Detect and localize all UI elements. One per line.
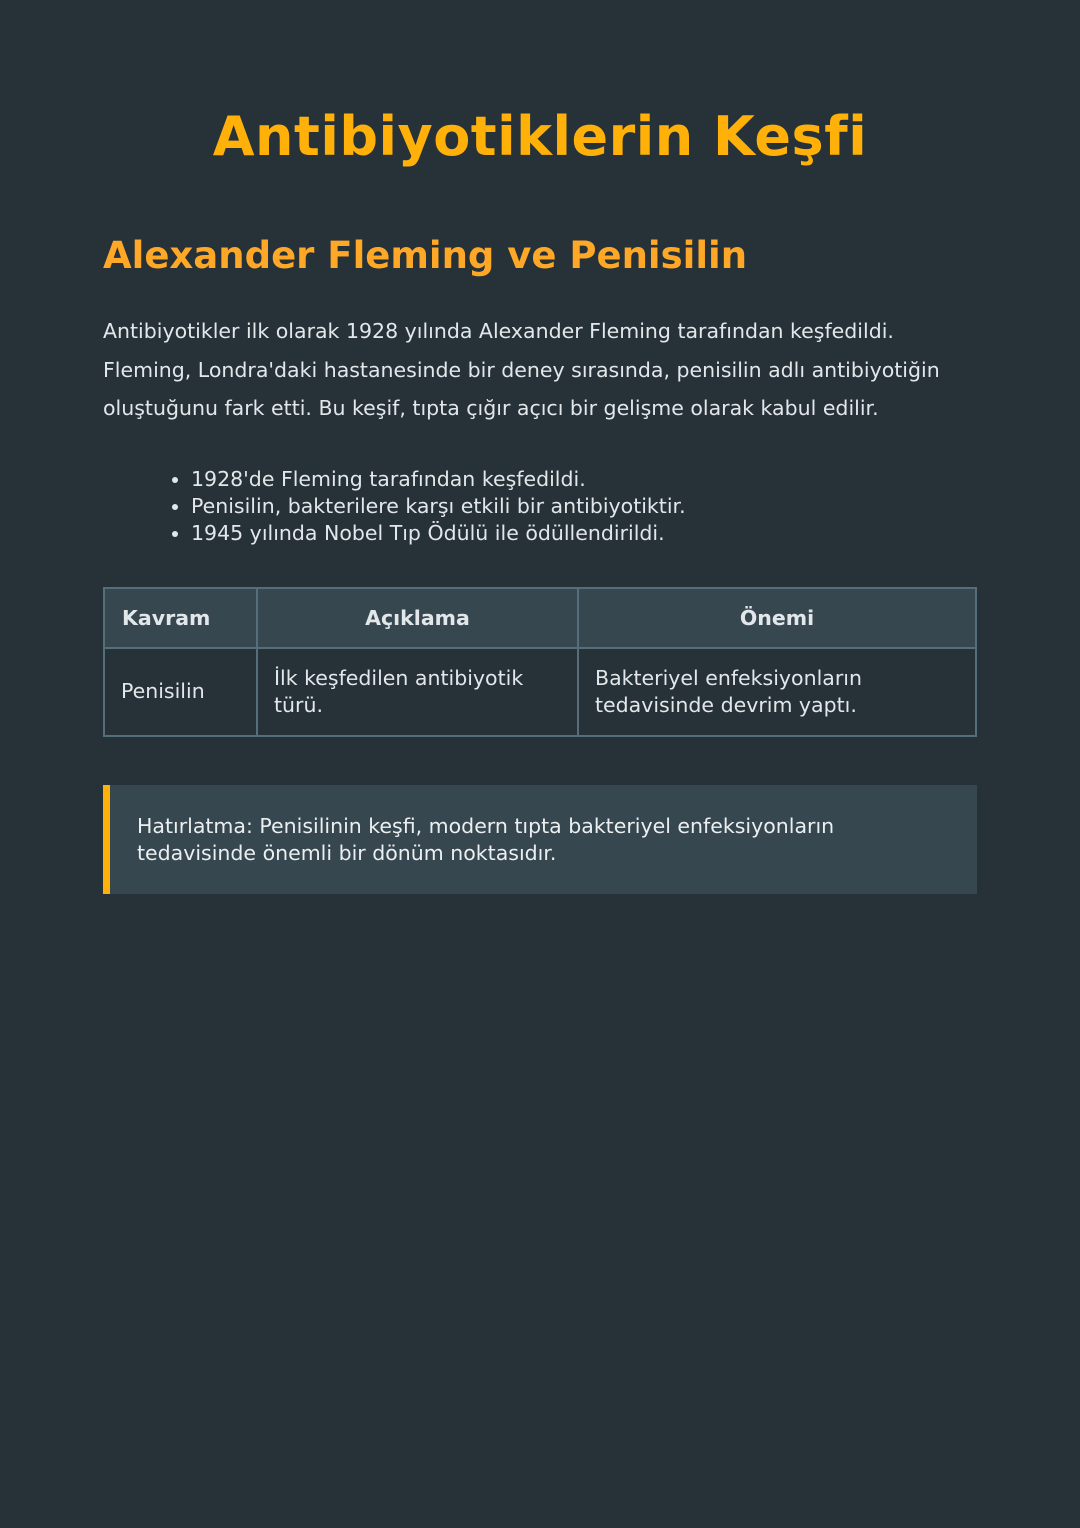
header-concept: Kavram	[104, 588, 257, 648]
cell-concept: Penisilin	[104, 648, 257, 736]
cell-importance: Bakteriyel enfeksiyonların tedavisinde devrim yaptı.	[578, 648, 976, 736]
intro-paragraph: Antibiyotikler ilk olarak 1928 yılında Alexander Fleming tarafından keşfedildi. Fleming, Londra'daki hastanesinde bir deney sırasında, penisilin adlı antibiyotiğin oluştuğunu fark etti. Bu keşif, tıpta çığır açıcı bir gelişme olarak kabul edilir.	[103, 319, 940, 420]
header-importance: Önemi	[578, 588, 976, 648]
list-item: • 1928'de Fleming tarafından keşfedildi.	[191, 466, 977, 493]
facts-list	[103, 466, 977, 547]
page-title: Antibiyotiklerin Keşfi	[212, 105, 868, 168]
info-table	[103, 587, 977, 737]
reminder-callout: Hatırlatma: Penisilinin keşfi, modern tıpta bakteriyel enfeksiyonların tedavisinde önemli bir dönüm noktasıdır.	[103, 785, 977, 894]
table-row	[104, 648, 976, 736]
cell-description: İlk keşfedilen antibiyotik türü.	[257, 648, 578, 736]
section-title: Alexander Fleming ve Penisilin	[103, 234, 748, 277]
list-item: • 1945 yılında Nobel Tıp Ödülü ile ödüllendirildi.	[191, 520, 977, 547]
list-item: • Penisilin, bakterilere karşı etkili bir antibiyotiktir.	[191, 493, 977, 520]
header-description: Açıklama	[257, 588, 578, 648]
table-header-row	[104, 588, 976, 648]
